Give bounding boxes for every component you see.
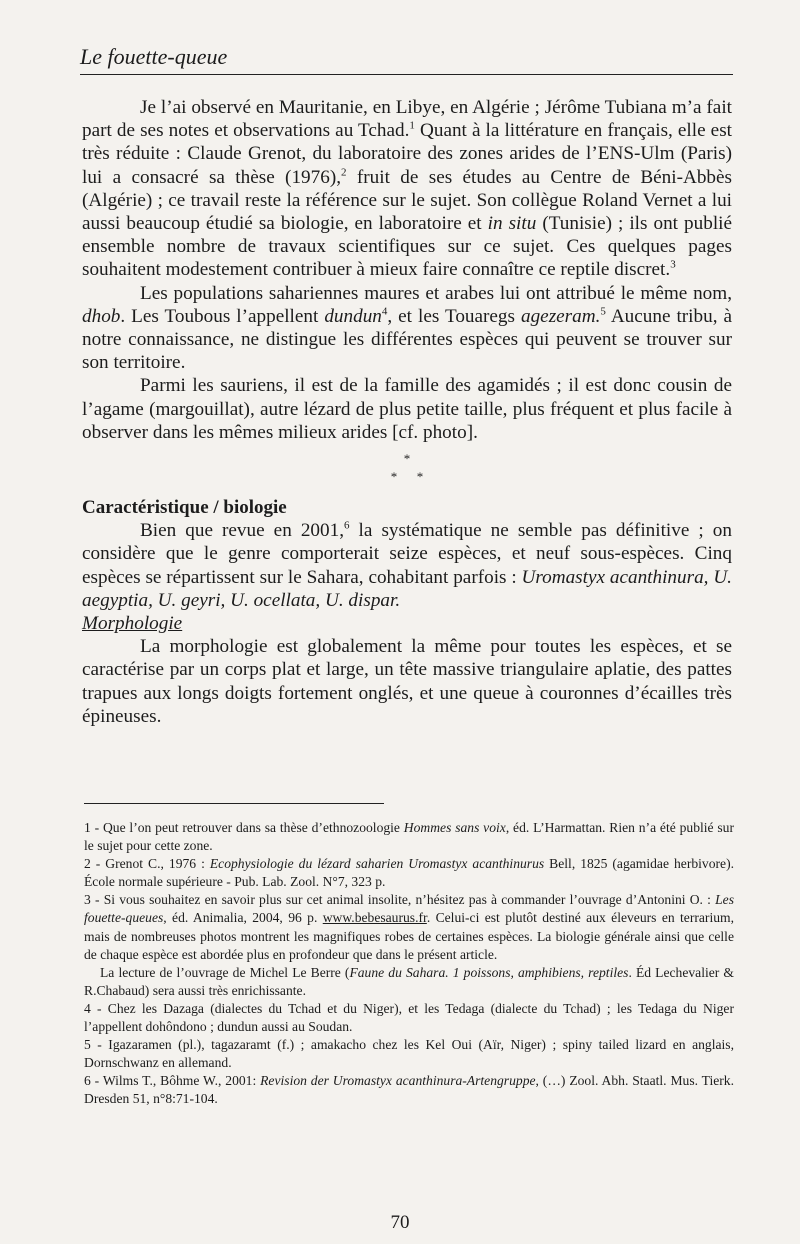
- footnote-ref-5[interactable]: 5: [600, 305, 606, 318]
- footnote-1: [84, 819, 734, 855]
- paragraph-1-text-d: (Tunisie) ; ils ont publié ensemble nombre de travaux scientifiques sur ce sujet. Ces quelques pages souhaitent modestement contribuer à mieux faire connaître ce reptile discret.: [82, 213, 732, 281]
- footnotes: [84, 819, 734, 1109]
- footnote-separator: [84, 803, 384, 804]
- article-body: [82, 96, 732, 728]
- paragraph-2-text-b: . Les Toubous l’appellent: [120, 305, 325, 327]
- subsection-heading: Morphologie: [82, 613, 183, 635]
- paragraph-4-text-b: la systématique ne semble pas définitive ; on considère que le genre comporterait seize espèces, et neuf sous-espèces. Cinq espèces se répartissent sur le Sahara, cohabitant parfois :: [82, 520, 732, 588]
- footnote-ref-3[interactable]: 3: [670, 259, 676, 272]
- paragraph-4: [82, 519, 732, 612]
- paragraph-2-text-c: , et les Touaregs: [387, 305, 521, 327]
- paragraph-1-text-c: fruit de ses études au Centre de Béni-Abbès (Algérie) ; ce travail reste la référence sur le sujet. Son collègue Roland Vernet a lui aussi beaucoup étudié sa biologie, en laboratoire et: [82, 166, 732, 235]
- paragraph-4-italic: Uromastyx acanthinura, U. aegyptia, U. geyri, U. ocellata, U. dispar.: [82, 566, 732, 611]
- separator-star-top: *: [403, 451, 411, 467]
- footnote-5-text: - Igazaramen (pl.), tagazaramt (f.) ; amakacho chez les Kel Oui (Aïr, Niger) ; spiny tailed lizard en anglais, Dornschwanz en allemand.: [84, 1037, 734, 1071]
- paragraph-5: La morphologie est globalement la même pour toutes les espèces, et se caractérise par un corps plat et large, un tête massive triangulaire aplatie, des pattes trapues aux longs doigts fortement onglés, et une queue à couronnes d’écailles très épineuses.: [82, 636, 732, 727]
- footnote-ref-1[interactable]: 1: [409, 119, 415, 132]
- bebesaurus-link[interactable]: www.bebesaurus.fr: [322, 910, 427, 926]
- paragraph-2-italic-c: agezeram.: [520, 305, 601, 327]
- footnote-3: [84, 891, 734, 963]
- section-separator: [82, 450, 732, 486]
- paragraph-1-text-a: Je l’ai observé en Mauritanie, en Libye, en Algérie ; Jérôme Tubiana m’a fait part de ses notes et observations au Tchad.: [82, 97, 732, 142]
- separator-star-row: [82, 468, 732, 486]
- footnote-5-number: 5: [84, 1037, 91, 1053]
- footnote-ref-2[interactable]: 2: [341, 166, 347, 179]
- footnote-2-text-b: Bell, 1825 (agamidae herbivore). École normale supérieure - Pub. Lab. Zool. N°7, 323 p.: [84, 856, 734, 890]
- footnote-2-number: 2: [84, 856, 91, 872]
- paragraph-2: [82, 282, 732, 375]
- section-heading: Caractéristique / biologie: [82, 497, 287, 519]
- footnote-5: [84, 1036, 734, 1072]
- footnote-6: [84, 1072, 734, 1108]
- paragraph-2-italic-b: dundun: [324, 305, 382, 327]
- footnote-3-text-a: - Si vous souhaitez en savoir plus sur cet animal insolite, n’hésitez pas à commander l’ouvrage d’Antonini O. :: [90, 892, 716, 908]
- paragraph-2-text-a: Les populations sahariennes maures et arabes lui ont attribué le même nom,: [140, 282, 732, 304]
- footnote-4-text: - Chez les Dazaga (dialectes du Tchad et du Niger), et les Tedaga (dialecte du Tchad) ; les Tedaga du Niger l’appellent dohôndono ; dundun aussi au Soudan.: [84, 1000, 734, 1035]
- footnote-ref-4[interactable]: 4: [381, 305, 388, 318]
- footnote-6-number: 6: [84, 1073, 91, 1089]
- running-header: [80, 44, 733, 75]
- paragraph-1-text-b: Quant à la littérature en français, elle est très réduite : Claude Grenot, du laboratoire des zones arides de l’ENS-Ulm (Paris) lui a consacré sa thèse (1976),: [82, 120, 732, 188]
- footnote-4: [84, 1000, 734, 1036]
- footnote-3-text-b: , éd. Animalia, 2004, 96 p.: [163, 910, 323, 926]
- paragraph-4-text-a: Bien que revue en 2001,: [140, 520, 345, 542]
- footnote-4-number: 4: [84, 1000, 91, 1016]
- footnote-3b-italic: Faune du Sahara. 1 poissons, amphibiens, reptiles: [349, 964, 629, 980]
- page-number: 70: [390, 1212, 410, 1233]
- footnote-2: [84, 855, 734, 891]
- footnote-2-italic: Ecophysiologie du lézard saharien Uromastyx acanthinurus: [209, 856, 545, 872]
- paragraph-1-italic: in situ: [487, 213, 537, 235]
- footnote-2-text-a: - Grenot C., 1976 :: [90, 856, 210, 872]
- paragraph-3: Parmi les sauriens, il est de la famille des agamidés ; il est donc cousin de l’agame (margouillat), autre lézard de plus petite taille, plus fréquent et plus facile à observer dans les mêmes milieux arides [cf. photo].: [82, 375, 732, 443]
- footnote-1-number: 1: [84, 820, 91, 835]
- footnote-3b-text-a: La lecture de l’ouvrage de Michel Le Berre (: [100, 964, 350, 980]
- footnote-1-italic: Hommes sans voix: [403, 820, 506, 835]
- footnote-3b-text-b: . Éd Lechevalier & R.Chabaud) sera aussi très enrichissante.: [84, 964, 734, 998]
- footnote-1-text-b: , éd. L’Harmattan. Rien n’a été publié sur le sujet pour cette zone.: [84, 820, 735, 854]
- footnote-ref-6[interactable]: 6: [344, 519, 350, 532]
- footnote-6-text-a: - Wilms T., Bôhme W., 2001:: [90, 1073, 261, 1089]
- paragraph-1: [82, 96, 732, 282]
- footnote-3-number: 3: [84, 892, 91, 908]
- footnote-3-text-c: . Celui-ci est plutôt destiné aux éleveurs en terrarium, mais de nombreuses photos montrent les magnifiques robes de certaines espèces. La biologie générale ainsi que celle de chaque espèce est abordée plus en profondeur que dans le présent article.: [84, 910, 734, 962]
- running-header-title: Le fouette-queue: [80, 44, 228, 69]
- separator-star-left: *: [390, 469, 398, 485]
- paragraph-2-text-d: Aucune tribu, à notre connaissance, ne distingue les différentes espèces qui peuvent se trouver sur son territoire.: [82, 305, 732, 374]
- footnote-6-italic: Revision der Uromastyx acanthinura-Artengruppe: [260, 1073, 536, 1089]
- footnote-3-continued: [84, 964, 734, 1000]
- footnote-1-text-a: - Que l’on peut retrouver dans sa thèse d’ethnozoologie: [90, 820, 404, 835]
- footnote-6-text-b: , (…) Zool. Abh. Staatl. Mus. Tierk. Dresden 51, n°8:71-104.: [84, 1073, 735, 1107]
- separator-star-right: *: [416, 469, 424, 485]
- paragraph-2-italic-a: dhob: [82, 305, 121, 327]
- footnote-3-italic: Les fouette-queues: [84, 892, 734, 926]
